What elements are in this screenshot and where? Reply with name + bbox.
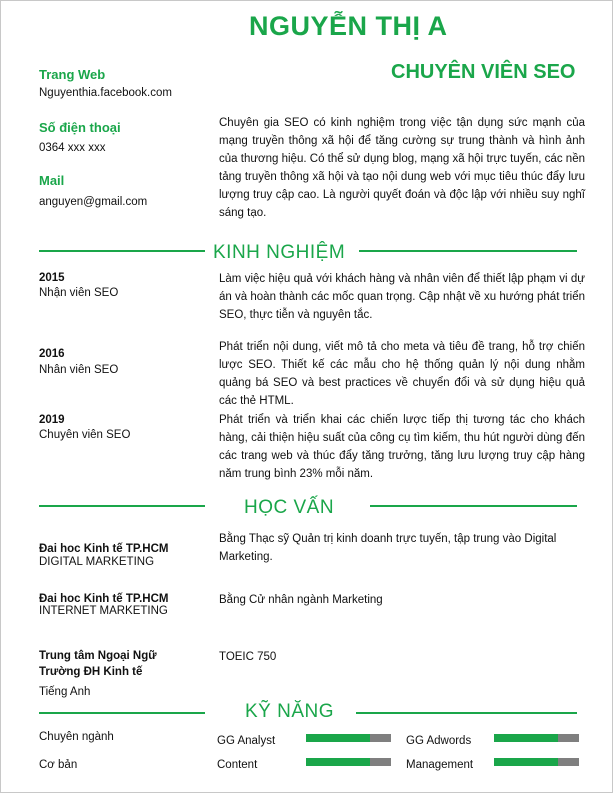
exp-role: Nhân viên SEO xyxy=(39,364,119,376)
divider-left xyxy=(39,505,205,507)
mail-value: anguyen@gmail.com xyxy=(39,196,148,208)
edu-school: Trường ĐH Kinh tế xyxy=(39,666,143,678)
edu-desc: TOEIC 750 xyxy=(219,651,277,663)
exp-year: 2016 xyxy=(39,348,65,360)
edu-school: Đai hoc Kinh tế TP.HCM xyxy=(39,593,169,605)
exp-year: 2015 xyxy=(39,272,65,284)
edu-school: Đai hoc Kinh tế TP.HCM xyxy=(39,543,169,555)
web-value: Nguyenthia.facebook.com xyxy=(39,87,172,99)
summary-text: Chuyên gia SEO có kinh nghiệm trong việc tận dụng sức mạnh của mạng truyền thông xã hội để tăng cường sự trung thành và hình ảnh của thương hiệu. Có thể sử dụng blog, mạng xã hội trực tuyến, các nền tảng truyền thông xã hội và tạo nội dung web với mục tiêu thúc đẩy lưu lượng truy cập cao. Là người quyết đoán và độc lập với nhiều suy nghĩ sáng tạo. xyxy=(219,117,585,219)
divider-left xyxy=(39,250,205,252)
divider-right xyxy=(359,250,577,252)
skill-name: GG Adwords xyxy=(406,735,472,747)
divider-right xyxy=(356,712,577,714)
skill-name: Content xyxy=(217,759,258,771)
exp-role: Nhận viên SEO xyxy=(39,287,119,299)
job-title: CHUYÊN VIÊN SEO xyxy=(391,61,576,83)
divider-left xyxy=(39,712,205,714)
skill-level-bar xyxy=(306,758,391,766)
mail-label: Mail xyxy=(39,173,65,188)
edu-major: DIGITAL MARKETING xyxy=(39,556,155,568)
edu-desc: Bằng Cử nhân ngành Marketing xyxy=(219,594,383,606)
experience-heading: KINH NGHIỆM xyxy=(213,242,346,263)
edu-school: Trung tâm Ngoại Ngữ xyxy=(39,650,157,662)
phone-value: 0364 xxx xxx xyxy=(39,142,106,154)
exp-role: Chuyên viên SEO xyxy=(39,429,131,441)
edu-major: INTERNET MARKETING xyxy=(39,605,168,617)
skill-name: GG Analyst xyxy=(217,735,276,747)
edu-major: Tiếng Anh xyxy=(39,686,91,698)
skill-level-bar xyxy=(306,734,391,742)
phone-label: Số điện thoại xyxy=(39,120,121,135)
person-name: NGUYỄN THỊ A xyxy=(249,11,448,41)
skills-heading: KỸ NĂNG xyxy=(245,701,335,722)
skill-level-bar xyxy=(494,758,579,766)
skill-group-label: Cơ bản xyxy=(39,759,78,771)
education-heading: HỌC VẤN xyxy=(244,497,335,518)
web-label: Trang Web xyxy=(39,67,106,82)
exp-desc: Làm việc hiệu quả với khách hàng và nhân viên để thiết lập phạm vi dự án và hoàn thành các mốc quan trọng. Cập nhật về xu hướng phát triển SEO, thực tiễn và nguyên tắc. xyxy=(219,273,585,321)
exp-desc: Phát triển và triển khai các chiến lược tiếp thị tương tác cho khách hàng, cải thiện hiệu suất của công cụ tìm kiếm, thu hút người dùng đến các trang web và thúc đẩy tăng trưởng, tăng lưu lượng truy cập hàng năm trung bình 23% mỗi năm. xyxy=(219,414,585,480)
skill-level-bar xyxy=(494,734,579,742)
skill-group-label: Chuyên ngành xyxy=(39,731,114,743)
exp-desc: Phát triển nội dung, viết mô tả cho meta và tiêu đề trang, hỗ trợ chiến lược SEO. Thiết kế các mẫu cho hệ thống quản lý nội dung nhằm quảng bá SEO và best practices về chuyển đổi và sử dụng hiệu quả các thẻ HTML. xyxy=(219,341,585,407)
divider-right xyxy=(370,505,577,507)
skill-name: Management xyxy=(406,759,474,771)
exp-year: 2019 xyxy=(39,414,65,426)
edu-desc: Bằng Thạc sỹ Quản trị kinh doanh trực tuyến, tập trung vào Digital Marketing. xyxy=(219,533,557,563)
